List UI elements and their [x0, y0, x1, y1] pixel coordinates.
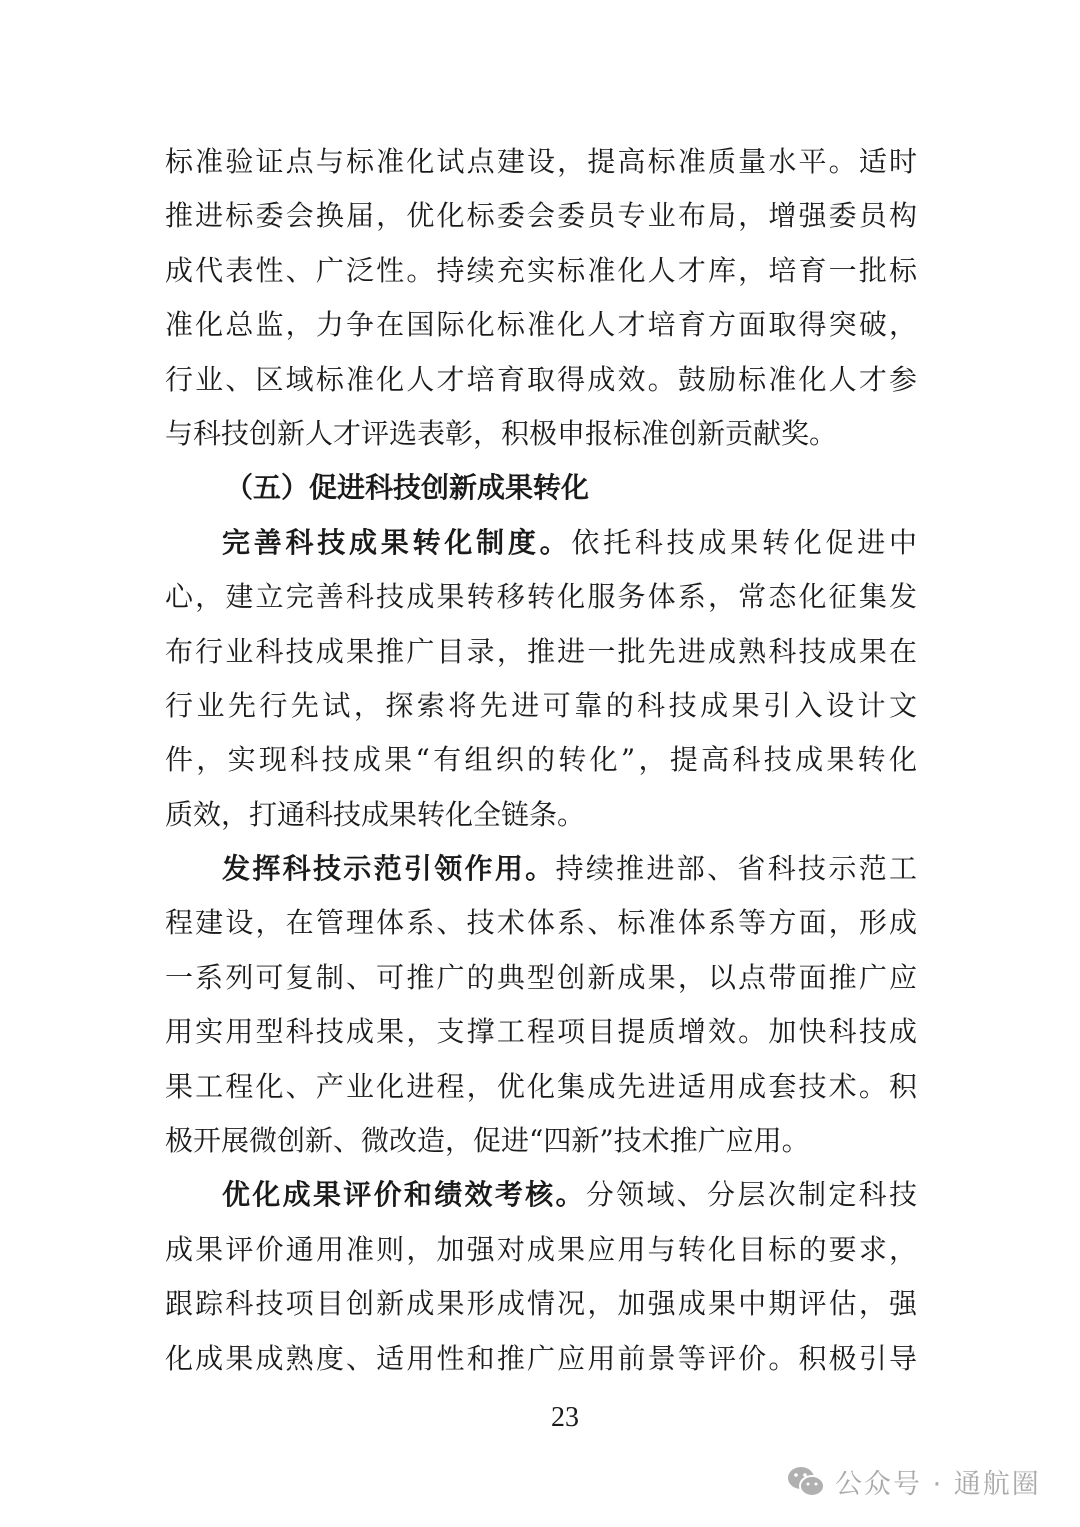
- line-text: 成果评价通用准则，加强对成果应用与转化目标的要求，: [165, 1232, 917, 1266]
- line-text: 一系列可复制、可推广的典型创新成果，以点带面推广应: [165, 960, 917, 994]
- line-text: 持续推进部、省科技示范工: [555, 852, 917, 886]
- line-text: （五）促进科技创新成果转化: [225, 471, 590, 505]
- text-line: [165, 1005, 917, 1059]
- text-line: [165, 189, 917, 243]
- line-text: 行业先行先试，探索将先进可靠的科技成果引入设计文: [165, 688, 917, 722]
- text-line: [165, 951, 917, 1005]
- text-line: [165, 1277, 917, 1331]
- document-body: [165, 135, 917, 1386]
- line-text: 跟踪科技项目创新成果形成情况，加强成果中期评估，强: [165, 1287, 917, 1321]
- text-line: [165, 135, 917, 189]
- text-line: [165, 625, 917, 679]
- line-text: 件，实现科技成果“有组织的转化”，提高科技成果转化: [165, 743, 917, 777]
- text-line: [165, 896, 917, 950]
- text-line: [165, 733, 917, 787]
- text-line: [165, 1114, 917, 1168]
- text-line: [165, 298, 917, 352]
- text-line: [165, 842, 917, 896]
- line-text: 心，建立完善科技成果转移转化服务体系，常态化征集发: [165, 580, 917, 614]
- line-text: 化成果成熟度、适用性和推广应用前景等评价。积极引导: [165, 1341, 917, 1375]
- line-text: 质效，打通科技成果转化全链条。: [165, 797, 586, 831]
- line-text: 依托科技成果转化促进中: [571, 525, 917, 559]
- text-line: [165, 1060, 917, 1114]
- line-text: 标准验证点与标准化试点建设，提高标准质量水平。适时: [165, 145, 917, 178]
- text-line: [165, 516, 917, 570]
- line-text: 准化总监，力争在国际化标准化人才培育方面取得突破，: [165, 308, 917, 342]
- text-line: [165, 244, 917, 298]
- line-text: 成代表性、广泛性。持续充实标准化人才库，培育一批标: [165, 253, 917, 287]
- line-text: 行业、区域标准化人才培育取得成效。鼓励标准化人才参: [165, 362, 917, 396]
- line-text: 布行业科技成果推广目录，推进一批先进成熟科技成果在: [165, 634, 917, 668]
- paragraph-lead-bold: 发挥科技示范引领作用。: [222, 852, 556, 886]
- paragraph-lead-bold: 完善科技成果转化制度。: [222, 525, 572, 559]
- wechat-icon: [787, 1466, 825, 1498]
- line-text: 极开展微创新、微改造，促进“四新”技术推广应用。: [165, 1124, 810, 1158]
- line-text: 分领域、分层次制定科技: [585, 1178, 917, 1212]
- line-text: 果工程化、产业化进程，优化集成先进适用成套技术。积: [165, 1069, 917, 1103]
- line-text: 用实用型科技成果，支撑工程项目提质增效。加快科技成: [165, 1015, 917, 1049]
- page-number: 23: [551, 1402, 579, 1433]
- watermark-text: 公众号 · 通航圈: [835, 1469, 1041, 1500]
- text-line: [165, 407, 917, 461]
- text-line: [165, 679, 917, 733]
- text-line: [165, 1168, 917, 1222]
- section-heading: [165, 461, 917, 515]
- line-text: 推进标委会换届，优化标委会委员专业布局，增强委员构: [165, 199, 917, 233]
- text-line: [165, 1223, 917, 1277]
- line-text: 程建设，在管理体系、技术体系、标准体系等方面，形成: [165, 906, 917, 940]
- text-line: [165, 353, 917, 407]
- paragraph-lead-bold: 优化成果评价和绩效考核。: [222, 1178, 586, 1212]
- text-line: [165, 788, 917, 842]
- watermark: [787, 1462, 1041, 1501]
- text-line: [165, 570, 917, 624]
- line-text: 与科技创新人才评选表彰，积极申报标准创新贡献奖。: [165, 416, 838, 450]
- text-line: [165, 1332, 917, 1386]
